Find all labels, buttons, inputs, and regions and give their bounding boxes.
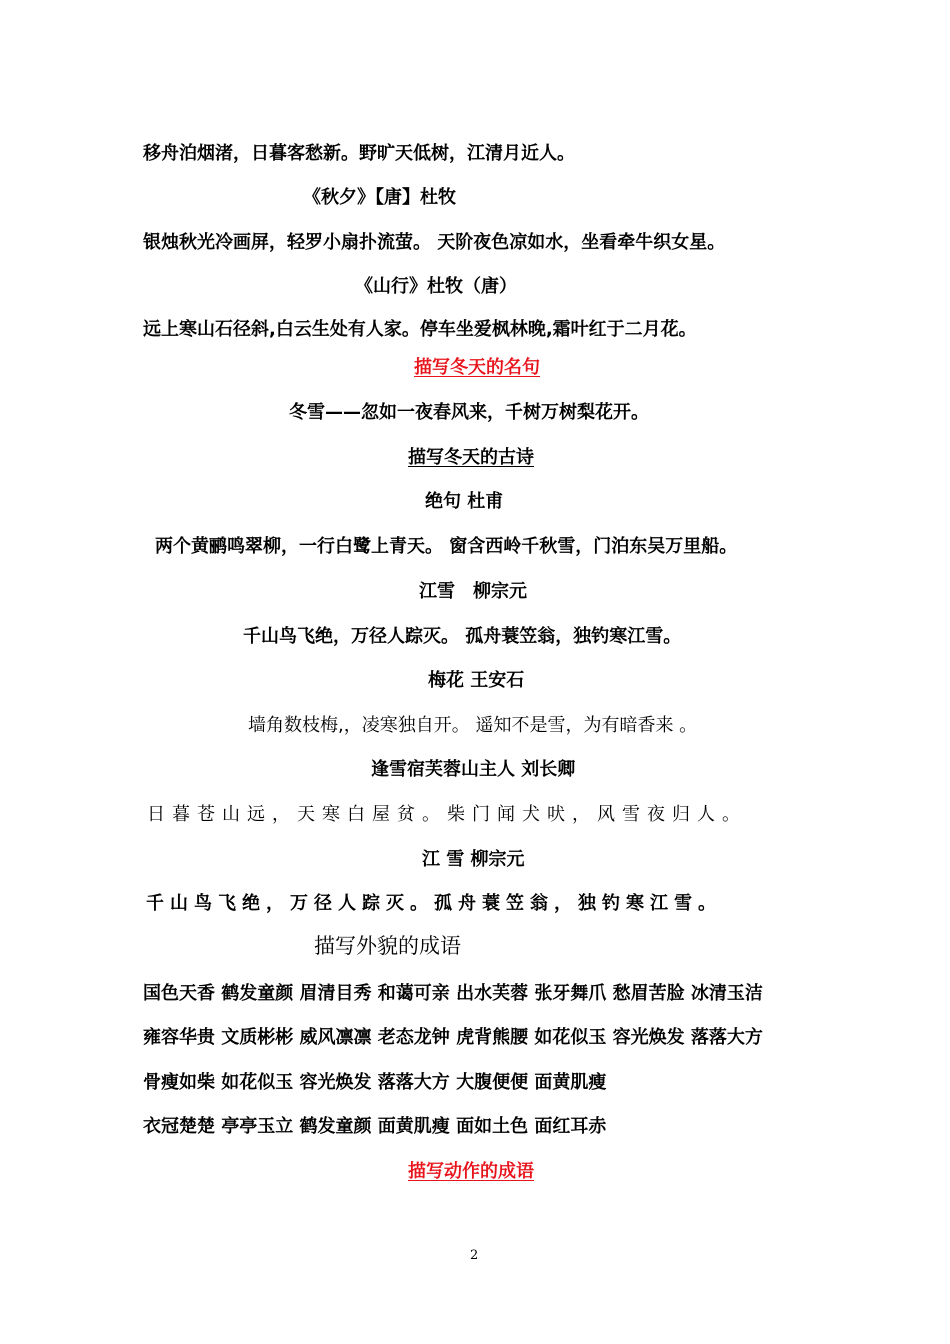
poem-line-jueju: 两个黄鹂鸣翠柳，一行白鹭上青天。 窗含西岭千秋雪，门泊东吴万里船。 [155, 536, 738, 557]
poem-line-meihua: 墙角数枝梅,，凌寒独自开。 遥知不是雪，为有暗香来 。 [248, 715, 698, 736]
idiom-line-2: 雍容华贵 文质彬彬 威风凛凛 老态龙钟 虎背熊腰 如花似玉 容光焕发 落落大方 [143, 1027, 763, 1048]
section-heading-action-idioms: 描写动作的成语 [408, 1161, 534, 1182]
poem-line-shanxing: 远上寒山石径斜,白云生处有人家。停车坐爱枫林晚,霜叶红于二月花。 [143, 319, 697, 340]
section-heading-winter-quotes: 描写冬天的名句 [414, 357, 540, 378]
poem-title-jiangxue: 江雪 柳宗元 [419, 581, 527, 602]
poem-line-qiuxi: 银烛秋光冷画屏，轻罗小扇扑流萤。 天阶夜色凉如水，坐看牵牛织女星。 [143, 232, 726, 253]
section-heading-winter-poems: 描写冬天的古诗 [408, 447, 534, 468]
winter-quote-line: 冬雪——忽如一夜春风来，千树万树梨花开。 [289, 402, 649, 423]
section-heading-appearance-idioms: 描写外貌的成语 [314, 934, 461, 958]
page-number: 2 [470, 1248, 479, 1263]
poem-title-jiangxue-2: 江 雪 柳宗元 [422, 849, 525, 870]
poem-line-jiangxue-2: 千山鸟飞绝，万径人踪灭。孤舟蓑笠翁，独钓寒江雪。 [146, 893, 722, 914]
poem-line-fengxue: 日暮苍山远，天寒白屋贫。柴门闻犬吠，风雪夜归人。 [147, 804, 747, 825]
poem-title-fengxue: 逢雪宿芙蓉山主人 刘长卿 [371, 759, 576, 780]
poem-title-qiuxi: 《秋夕》【唐】杜牧 [303, 187, 456, 208]
poem-line-yisuzhou: 移舟泊烟渚，日暮客愁新。野旷天低树，江清月近人。 [143, 143, 575, 164]
idiom-line-3: 骨瘦如柴 如花似玉 容光焕发 落落大方 大腹便便 面黄肌瘦 [143, 1072, 607, 1093]
poem-title-meihua: 梅花 王安石 [428, 670, 525, 691]
idiom-line-4: 衣冠楚楚 亭亭玉立 鹤发童颜 面黄肌瘦 面如土色 面红耳赤 [143, 1116, 607, 1137]
poem-title-shanxing: 《山行》杜牧（唐） [355, 276, 517, 297]
idiom-line-1: 国色天香 鹤发童颜 眉清目秀 和蔼可亲 出水芙蓉 张牙舞爪 愁眉苦脸 冰清玉洁 [143, 983, 763, 1004]
poem-title-jueju: 绝句 杜甫 [425, 491, 504, 512]
poem-line-jiangxue: 千山鸟飞绝，万径人踪灭。 孤舟蓑笠翁，独钓寒江雪。 [243, 626, 682, 647]
